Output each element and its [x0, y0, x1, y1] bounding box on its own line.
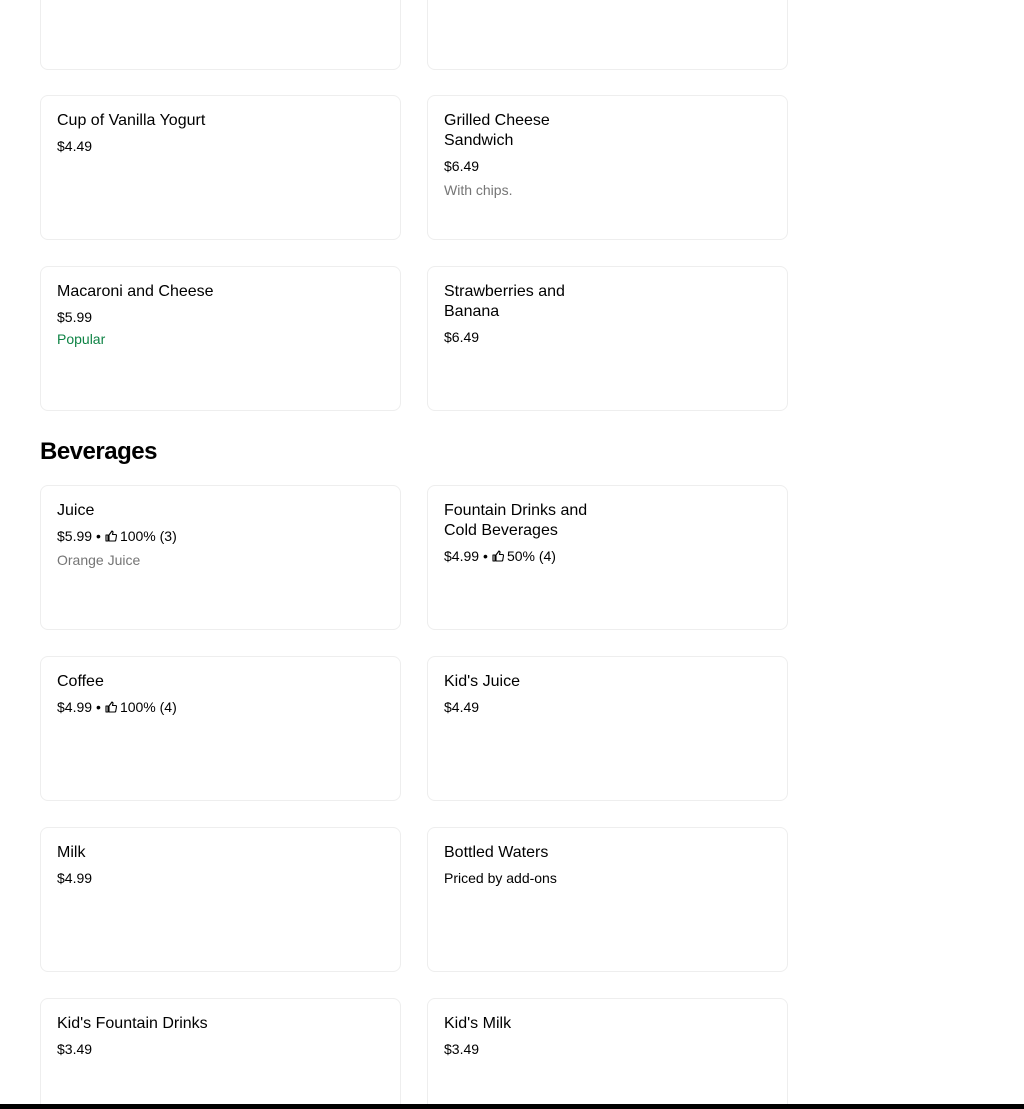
- menu-item-title: Grilled Cheese Sandwich: [444, 112, 550, 149]
- menu-item-price: Priced by add-ons: [444, 870, 557, 886]
- beverages-section-heading: Beverages: [40, 438, 157, 465]
- menu-item-card[interactable]: [40, 656, 401, 801]
- menu-item-title: Coffee: [57, 673, 104, 690]
- menu-item-price: $4.99: [57, 870, 93, 886]
- menu-item-title: Fountain Drinks and Cold Beverages: [444, 502, 588, 539]
- menu-item-price: $5.99: [57, 528, 93, 544]
- menu-item-price: $4.49: [444, 699, 480, 715]
- menu-item-rating: 100% (4): [119, 699, 177, 715]
- menu-item-card[interactable]: [40, 827, 401, 972]
- menu-item-meta: [57, 526, 227, 546]
- menu-item-title: Juice: [57, 502, 95, 519]
- menu-item-card-partial[interactable]: [427, 0, 788, 70]
- menu-item-title: Cup of Vanilla Yogurt: [57, 112, 206, 129]
- menu-item-card[interactable]: [427, 95, 788, 240]
- menu-item-card[interactable]: [40, 95, 401, 240]
- menu-item-card[interactable]: [427, 827, 788, 972]
- menu-item-price: $4.49: [57, 138, 93, 154]
- menu-item-title: Kid's Juice: [444, 673, 520, 690]
- popular-badge: Popular: [57, 331, 106, 347]
- menu-item-meta: [444, 546, 614, 566]
- menu-item-description: With chips.: [444, 182, 513, 198]
- menu-item-title: Kid's Fountain Drinks: [57, 1015, 208, 1032]
- menu-item-price: $6.49: [444, 158, 480, 174]
- menu-item-price: $6.49: [444, 329, 480, 345]
- menu-item-card[interactable]: [427, 656, 788, 801]
- menu-item-card[interactable]: [40, 485, 401, 630]
- thumbs-up-icon: [105, 701, 117, 713]
- menu-item-title: Bottled Waters: [444, 844, 549, 861]
- menu-item-meta: [57, 697, 227, 717]
- menu-item-price: $5.99: [57, 309, 93, 325]
- menu-item-card[interactable]: [40, 266, 401, 411]
- menu-item-rating: 50% (4): [506, 548, 556, 564]
- meta-separator: •: [96, 699, 101, 715]
- menu-item-price: $3.49: [57, 1041, 93, 1057]
- menu-item-title: Macaroni and Cheese: [57, 283, 214, 300]
- menu-item-card[interactable]: [427, 266, 788, 411]
- meta-separator: •: [96, 528, 101, 544]
- menu-item-price: $4.99: [57, 699, 93, 715]
- thumbs-up-icon: [492, 550, 504, 562]
- menu-item-rating: 100% (3): [119, 528, 177, 544]
- menu-item-card[interactable]: [40, 998, 401, 1109]
- meta-separator: •: [483, 548, 488, 564]
- menu-item-card[interactable]: [427, 485, 788, 630]
- menu-item-description: Orange Juice: [57, 552, 141, 568]
- menu-item-price: $3.49: [444, 1041, 480, 1057]
- menu-item-title: Strawberries and Banana: [444, 283, 565, 320]
- menu-item-title: Milk: [57, 844, 86, 861]
- thumbs-up-icon: [105, 530, 117, 542]
- bottom-bar: [0, 1104, 1024, 1109]
- menu-item-card-partial[interactable]: [40, 0, 401, 70]
- menu-item-title: Kid's Milk: [444, 1015, 512, 1032]
- menu-item-price: $4.99: [444, 548, 480, 564]
- menu-item-card[interactable]: [427, 998, 788, 1109]
